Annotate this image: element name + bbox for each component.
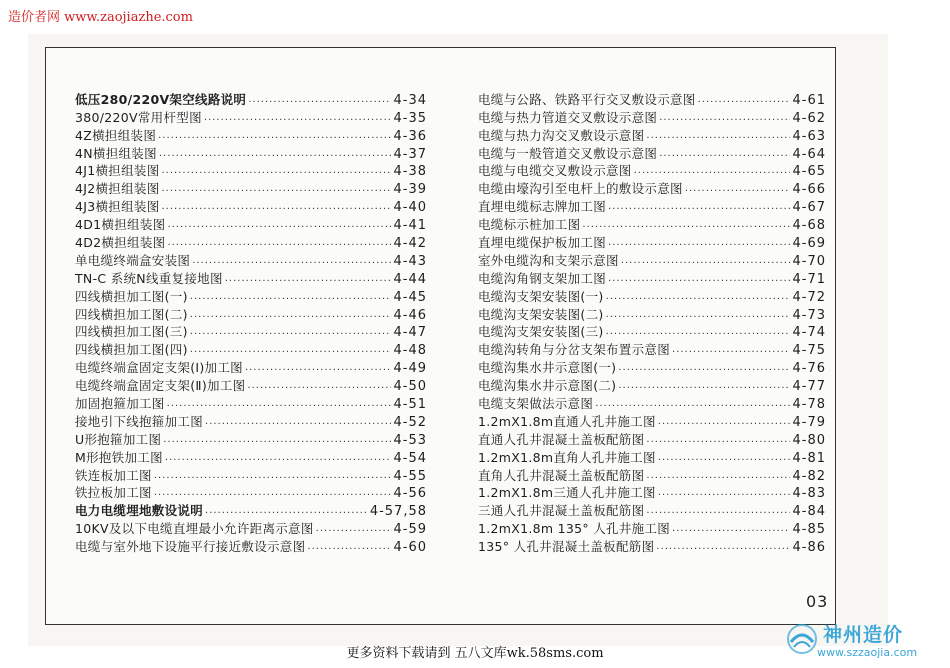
- toc-leader-dots: [162, 168, 392, 179]
- toc-entry-page: 4-83: [792, 486, 826, 502]
- toc-leader-dots: [248, 97, 391, 108]
- toc-entry: [75, 501, 427, 519]
- toc-leader-dots: [316, 526, 392, 537]
- toc-entry: [478, 448, 826, 466]
- toc-entry: [75, 340, 427, 358]
- toc-entry: [75, 197, 427, 215]
- toc-leader-dots: [608, 240, 790, 251]
- toc-entry-page: 4-45: [393, 289, 427, 305]
- toc-leader-dots: [646, 437, 790, 448]
- toc-entry-title: 135° 人孔井混凝土盖板配筋图: [478, 539, 655, 555]
- toc-entry-page: 4-79: [792, 414, 826, 430]
- toc-entry-title: 1.2mX1.8m 135° 人孔井施工图: [478, 521, 671, 537]
- toc-entry-title: 直埋电缆保护板加工图: [478, 235, 607, 251]
- top-bar: [0, 0, 950, 26]
- toc-entry: [75, 376, 427, 394]
- toc-leader-dots: [698, 97, 791, 108]
- toc-entry: [75, 358, 427, 376]
- toc-entry-title: 电缆与室外地下设施平行接近敷设示意图: [75, 539, 306, 555]
- toc-entry: [478, 287, 826, 305]
- toc-entry-title: 室外电缆沟和支架示意图: [478, 252, 619, 268]
- toc-entry-title: 4D1横担组装图: [75, 217, 166, 233]
- toc-entry-page: 4-34: [393, 92, 427, 108]
- toc-entry-title: 电缆与一般管道交叉敷设示意图: [478, 145, 658, 161]
- toc-entry-title: 四线横担加工图(一): [75, 288, 188, 304]
- toc-entry: [478, 484, 826, 502]
- toc-entry-title: 直埋电缆标志牌加工图: [478, 199, 607, 215]
- toc-entry: [75, 305, 427, 323]
- toc-leader-dots: [167, 222, 391, 233]
- toc-leader-dots: [205, 419, 391, 430]
- toc-entry-title: 4N横担组装图: [75, 145, 157, 161]
- toc-leader-dots: [190, 312, 392, 323]
- toc-leader-dots: [672, 347, 790, 358]
- toc-entry-title: 4D2横担组装图: [75, 235, 166, 251]
- toc-entry-page: 4-35: [393, 110, 427, 126]
- toc-leader-dots: [158, 133, 391, 144]
- toc-leader-dots: [190, 294, 392, 305]
- toc-entry-title: 电缆与热力管道交叉敷设示意图: [478, 109, 658, 125]
- toc-entry-page: 4-55: [393, 468, 427, 484]
- toc-leader-dots: [167, 240, 391, 251]
- toc-entry-title: 电力电缆埋地敷设说明: [75, 503, 204, 519]
- toc-entry-page: 4-43: [393, 253, 427, 269]
- toc-entry-page: 4-48: [393, 343, 427, 359]
- toc-entry-page: 4-66: [792, 182, 826, 198]
- toc-entry-title: 电缆终端盒固定支架(Ⅰ)加工图: [75, 360, 243, 376]
- toc-leader-dots: [162, 186, 392, 197]
- toc-leader-dots: [162, 204, 392, 215]
- toc-leader-dots: [659, 151, 790, 162]
- toc-entry-title: 电缆与热力沟交叉敷设示意图: [478, 127, 645, 143]
- toc-entry: [75, 519, 427, 537]
- toc-entry-page: 4-62: [792, 110, 826, 126]
- toc-entry: [478, 412, 826, 430]
- toc-entry-title: 铁连板加工图: [75, 467, 152, 483]
- toc-entry-title: 电缆与公路、铁路平行交叉敷设示意图: [478, 91, 696, 107]
- toc-leader-dots: [658, 490, 791, 501]
- toc-leader-dots: [608, 204, 790, 215]
- toc-entry: [75, 412, 427, 430]
- toc-entry-title: 直通人孔井混凝土盖板配筋图: [478, 431, 645, 447]
- toc-leader-dots: [618, 383, 790, 394]
- toc-leader-dots: [163, 437, 391, 448]
- toc-leader-dots: [190, 347, 392, 358]
- site-label: 造价者网 www.zaojiazhe.com: [8, 10, 193, 25]
- toc-entry-title: 10KV及以下电缆直埋最小允许距离示意图: [75, 521, 314, 537]
- toc-entry: [478, 323, 826, 341]
- toc-entry: [75, 394, 427, 412]
- toc-leader-dots: [167, 401, 392, 412]
- toc-entry: [478, 376, 826, 394]
- toc-entry-page: 4-84: [792, 504, 826, 520]
- toc-entry-title: 单电缆终端盒安装图: [75, 252, 191, 268]
- toc-leader-dots: [192, 258, 391, 269]
- toc-entry-title: U形抱箍加工图: [75, 431, 162, 447]
- toc-entry-page: 4-72: [792, 289, 826, 305]
- toc-entry: [75, 323, 427, 341]
- toc-leader-dots: [154, 490, 392, 501]
- toc-entry-title: 4J1横担组装图: [75, 163, 160, 179]
- toc-entry: [478, 144, 826, 162]
- toc-entry: [478, 358, 826, 376]
- toc-leader-dots: [646, 473, 790, 484]
- toc-entry: [478, 179, 826, 197]
- toc-entry: [75, 90, 427, 108]
- toc-entry-page: 4-65: [792, 164, 826, 180]
- toc-entry: [75, 233, 427, 251]
- toc-leader-dots: [606, 294, 791, 305]
- toc-entry-title: 4J2横担组装图: [75, 181, 160, 197]
- toc-entry-page: 4-37: [393, 146, 427, 162]
- toc-leader-dots: [672, 526, 790, 537]
- page-number: 03: [806, 592, 829, 611]
- toc-entry: [75, 269, 427, 287]
- toc-column-right: [478, 90, 826, 555]
- toc-entry-title: 接地引下线抱箍加工图: [75, 413, 204, 429]
- toc-leader-dots: [621, 258, 791, 269]
- toc-entry-page: 4-82: [792, 468, 826, 484]
- toc-entry-title: 电缆沟支架安装图(二): [478, 306, 604, 322]
- toc-entry: [75, 179, 427, 197]
- toc-entry: [478, 340, 826, 358]
- toc-entry-title: 电缆与电缆交叉敷设示意图: [478, 163, 632, 179]
- toc-entry: [478, 537, 826, 555]
- toc-entry-page: 4-49: [393, 361, 427, 377]
- toc-entry: [478, 466, 826, 484]
- toc-entry-title: 电缆终端盒固定支架(Ⅱ)加工图: [75, 378, 246, 394]
- toc-entry: [75, 251, 427, 269]
- toc-entry-page: 4-74: [792, 325, 826, 341]
- toc-entry-title: 铁拉板加工图: [75, 485, 152, 501]
- toc-entry: [478, 519, 826, 537]
- toc-entry-page: 4-80: [792, 432, 826, 448]
- toc-entry-title: 380/220V常用杆型图: [75, 109, 202, 125]
- toc-leader-dots: [618, 365, 790, 376]
- toc-entry-title: 四线横担加工图(二): [75, 306, 188, 322]
- toc-leader-dots: [204, 115, 392, 126]
- toc-entry-page: 4-54: [393, 450, 427, 466]
- toc-leader-dots: [634, 168, 791, 179]
- toc-leader-dots: [154, 473, 392, 484]
- toc-leader-dots: [159, 151, 392, 162]
- toc-entry-title: 电缆标示桩加工图: [478, 217, 581, 233]
- toc-entry: [478, 233, 826, 251]
- toc-entry: [75, 430, 427, 448]
- toc-entry-page: 4-73: [792, 307, 826, 323]
- toc-entry: [478, 197, 826, 215]
- toc-entry-page: 4-42: [393, 236, 427, 252]
- toc-entry-page: 4-51: [393, 397, 427, 413]
- toc-leader-dots: [165, 455, 392, 466]
- toc-entry-title: 4Z横担组装图: [75, 127, 157, 143]
- toc-entry: [478, 251, 826, 269]
- toc-entry-title: 电缆沟集水井示意图(二): [478, 378, 617, 394]
- toc-entry-page: 4-38: [393, 164, 427, 180]
- toc-leader-dots: [205, 508, 368, 519]
- toc-entry-title: 电缆支架做法示意图: [478, 396, 594, 412]
- toc-entry: [478, 215, 826, 233]
- toc-entry: [75, 484, 427, 502]
- toc-entry: [478, 305, 826, 323]
- toc-entry-page: 4-56: [393, 486, 427, 502]
- toc-entry-title: 1.2mX1.8m三通人孔井施工图: [478, 485, 656, 501]
- toc-entry-title: 加固抱箍加工图: [75, 396, 165, 412]
- toc-column-left: [75, 90, 427, 555]
- toc-entry-title: 电缆沟角钢支架加工图: [478, 270, 607, 286]
- toc-entry-page: 4-75: [792, 343, 826, 359]
- toc-entry-page: 4-86: [792, 540, 826, 556]
- toc-entry: [478, 108, 826, 126]
- toc-entry-page: 4-78: [792, 397, 826, 413]
- toc-leader-dots: [606, 329, 791, 340]
- toc-entry: [75, 215, 427, 233]
- toc-entry-page: 4-64: [792, 146, 826, 162]
- toc-entry-page: 4-59: [393, 522, 427, 538]
- toc-entry-page: 4-76: [792, 361, 826, 377]
- toc-leader-dots: [190, 329, 392, 340]
- toc-entry-page: 4-41: [393, 218, 427, 234]
- toc-entry: [478, 501, 826, 519]
- toc-entry-page: 4-53: [393, 432, 427, 448]
- toc-entry-title: 电缆由壕沟引至电杆上的敷设示意图: [478, 181, 683, 197]
- toc-entry: [75, 108, 427, 126]
- toc-entry-title: 四线横担加工图(三): [75, 324, 188, 340]
- toc-entry: [478, 394, 826, 412]
- toc-entry-title: 1.2mX1.8m直角人孔井施工图: [478, 449, 656, 465]
- toc-entry-title: 电缆沟支架安装图(一): [478, 288, 604, 304]
- toc-entry: [75, 448, 427, 466]
- toc-entry: [75, 287, 427, 305]
- toc-entry-page: 4-60: [393, 540, 427, 556]
- toc-leader-dots: [658, 419, 791, 430]
- toc-leader-dots: [245, 365, 392, 376]
- toc-leader-dots: [595, 401, 790, 412]
- toc-leader-dots: [646, 508, 790, 519]
- toc-leader-dots: [606, 312, 791, 323]
- toc-entry-page: 4-36: [393, 128, 427, 144]
- toc-entry-page: 4-40: [393, 200, 427, 216]
- toc-entry-title: 三通人孔井混凝土盖板配筋图: [478, 503, 645, 519]
- toc-leader-dots: [582, 222, 790, 233]
- toc-leader-dots: [608, 276, 790, 287]
- toc-entry-page: 4-63: [792, 128, 826, 144]
- toc-entry: [75, 144, 427, 162]
- toc-entry-page: 4-50: [393, 379, 427, 395]
- toc-entry-page: 4-81: [792, 450, 826, 466]
- toc-leader-dots: [685, 186, 791, 197]
- toc-leader-dots: [646, 133, 790, 144]
- toc-leader-dots: [659, 115, 790, 126]
- toc-entry: [75, 162, 427, 180]
- toc-leader-dots: [658, 455, 791, 466]
- toc-entry-title: M形抱铁加工图: [75, 449, 163, 465]
- toc-entry-page: 4-57,58: [369, 504, 427, 520]
- toc-entry-page: 4-39: [393, 182, 427, 198]
- toc-entry-title: 电缆沟集水井示意图(一): [478, 360, 617, 376]
- toc-entry: [478, 90, 826, 108]
- toc-entry-page: 4-85: [792, 522, 826, 538]
- toc-entry: [75, 126, 427, 144]
- toc-entry-title: 低压280/220V架空线路说明: [75, 91, 247, 107]
- toc-entry-page: 4-70: [792, 253, 826, 269]
- toc-entry-title: 电缆沟转角与分岔支架布置示意图: [478, 342, 671, 358]
- toc-entry-page: 4-71: [792, 271, 826, 287]
- toc-entry-page: 4-47: [393, 325, 427, 341]
- toc-entry-page: 4-52: [393, 414, 427, 430]
- toc-entry-page: 4-44: [393, 271, 427, 287]
- toc-leader-dots: [656, 544, 790, 555]
- toc-entry-page: 4-67: [792, 200, 826, 216]
- toc-entry-title: 电缆沟支架安装图(三): [478, 324, 604, 340]
- toc-leader-dots: [307, 544, 391, 555]
- toc-entry-page: 4-77: [792, 379, 826, 395]
- toc-entry: [478, 430, 826, 448]
- toc-entry-title: 四线横担加工图(四): [75, 342, 188, 358]
- toc-entry-title: 4J3横担组装图: [75, 199, 160, 215]
- toc-entry: [478, 269, 826, 287]
- toc-leader-dots: [247, 383, 391, 394]
- toc-entry: [478, 126, 826, 144]
- toc-entry-title: TN-C 系统N线重复接地图: [75, 270, 223, 286]
- watermark-brand: 神州造价: [823, 624, 904, 646]
- footer-note: 更多资料下载请到 五八文库wk.58sms.com: [346, 646, 604, 661]
- toc-entry-title: 直角人孔井混凝土盖板配筋图: [478, 467, 645, 483]
- toc-entry-page: 4-69: [792, 236, 826, 252]
- toc-entry-page: 4-46: [393, 307, 427, 323]
- toc-entry-title: 1.2mX1.8m直通人孔井施工图: [478, 413, 656, 429]
- toc-entry-page: 4-68: [792, 218, 826, 234]
- toc-entry: [75, 537, 427, 555]
- watermark-url: www.szzaojia.com: [817, 646, 918, 659]
- toc-leader-dots: [225, 276, 392, 287]
- toc-entry: [478, 162, 826, 180]
- toc-entry: [75, 466, 427, 484]
- toc-entry-page: 4-61: [792, 92, 826, 108]
